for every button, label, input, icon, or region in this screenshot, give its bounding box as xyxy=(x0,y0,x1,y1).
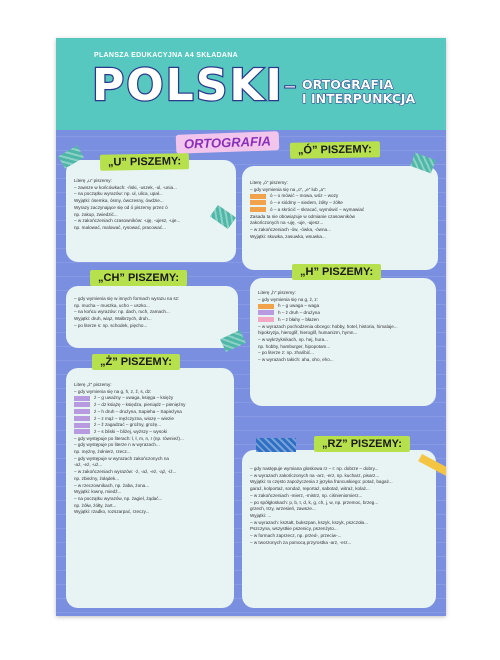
card-line-text: h – g uwaga – waga xyxy=(278,303,320,309)
color-tag xyxy=(250,207,266,212)
card-line: – w formach zaprzecz, np. przed-, przeciw-... xyxy=(250,533,342,539)
card-line: np. zakup, zwiedzić... xyxy=(74,211,118,217)
heading-o: „Ó” PISZEMY: xyxy=(290,141,380,159)
card-line: – w wyrazach: kształt, bukszpan, kszyk, kszyk, pszczoła... xyxy=(250,519,368,525)
card-rz xyxy=(242,450,436,608)
card-line: garaż, kolportaż, sondaż, reportaż, sabotaż, witraż, kolaż... xyxy=(250,486,370,492)
color-tag xyxy=(250,200,266,205)
color-tag xyxy=(74,423,90,428)
card-line: Wyjątki: to często zapożyczenia z języka francuskiego: potaż, bagaż... xyxy=(250,479,393,485)
heading-u: „U” PISZEMY: xyxy=(100,153,189,171)
title-dash: – xyxy=(284,73,297,98)
card-line: zakończonych na -uję, -uje, -ujesz... xyxy=(250,220,324,226)
card-u xyxy=(66,160,236,262)
card-line: – gdy wymienia się na „o”, „e” lub „a”: xyxy=(250,186,326,192)
card-line: – w wyrazach takich: aha, oho, eho... xyxy=(258,357,334,363)
card-line-text: h – z błahy – błazen xyxy=(278,316,319,322)
card-line-text: ż – ź zagadzać – groźny, grożę... xyxy=(94,422,162,428)
card-line: Wyrazy zaczynające się od ó piszemy przez ó xyxy=(74,204,168,210)
card-line xyxy=(74,402,226,409)
card-line: – w rzeczownikach, np. żaba, żona... xyxy=(74,482,150,488)
card-line: – w zakończeniach wyrazów: -ż, -aż, -eż, -ąż, -iż... xyxy=(74,469,177,475)
color-tag xyxy=(74,396,90,401)
heading-z: „Ż” PISZEMY: xyxy=(92,354,180,370)
card-line: Wyjątki: ósemka, ósmy, ówczesny, ówdzie... xyxy=(74,198,164,204)
card-line: – na początku wyrazów: np. ul, ulica, upał... xyxy=(74,191,163,197)
card-line: – gdy występuje w wyrazach zakończonych na xyxy=(74,455,169,461)
title-sub-line1: ORTOGRAFIA xyxy=(302,77,394,92)
card-line: np. żółw, żółty, żart... xyxy=(74,502,117,508)
card-line: np. malować, malować, rysować, pracować... xyxy=(74,224,166,230)
card-ch xyxy=(66,286,238,348)
card-line: grzech, trzy, wrzesień, zawsze... xyxy=(250,506,316,512)
washi-tape xyxy=(256,438,296,452)
card-line: – w wyrazach zakończonych na -arz, -erz, np. kucharz, pisarz... xyxy=(250,472,380,478)
card-line-text: ż – dz książę – księdza, pieniądz – pieniężny xyxy=(94,402,186,408)
card-line: – w wykrzyknikach, np. hej, hura... xyxy=(258,336,328,342)
card-line: – gdy wymienia się na g, h, z, ź, s, dz: xyxy=(74,388,152,394)
card-line: Literę „ż” piszemy: xyxy=(74,382,112,387)
poster-header xyxy=(56,38,446,130)
card-line: – po spółgłoskach: p, b, t, d, k, g, ch, j, w, np. przemoc, brzeg... xyxy=(250,499,379,505)
card-line: Wyjątki: łowny, miedź... xyxy=(74,489,122,495)
heading-h: „H” PISZEMY: xyxy=(292,264,381,280)
poster xyxy=(56,38,446,616)
color-tag xyxy=(258,317,274,322)
card-line: – na końcu wyrazów: np. dach, ruch, zamach... xyxy=(74,309,170,315)
card-line xyxy=(258,303,428,310)
poster-title-sub xyxy=(302,78,415,106)
card-line-text: h – ż druh – drużyna xyxy=(278,310,320,316)
color-tag xyxy=(258,310,274,315)
card-line: Wyjątki: rzadko, rozszarpać, rzeczy... xyxy=(74,509,150,515)
section-label-ortografia: ORTOGRAFIA xyxy=(176,131,280,154)
card-line xyxy=(74,395,226,402)
card-line: – po literze z: np. zhańbić... xyxy=(258,350,314,356)
card-line: – gdy występuje po literach: l, ł, m, n, r (np. również)... xyxy=(74,435,184,441)
card-line-text: ż – z mąż – mężczyzna, wiozę – wiezie xyxy=(94,415,174,421)
color-tag xyxy=(74,409,90,414)
card-line: – gdy następuje wymiana głoskowa rz – r: np. dobrze – dobry... xyxy=(250,466,379,471)
card-line-text: ż – s bliski – bliżej, wyższy – wysoki xyxy=(94,428,168,434)
color-tag xyxy=(74,416,90,421)
heading-rz: „RZ” PISZEMY: xyxy=(314,436,410,452)
card-line xyxy=(74,422,226,429)
card-line: np. zbieżny, żołądek... xyxy=(74,475,120,481)
card-line: Wyjątki: skuwka, zasuwka, wsuwka... xyxy=(250,233,326,239)
card-line: np. hobby, hamburger, hipopotam... xyxy=(258,343,331,349)
card-line: Literę „ó” piszemy: xyxy=(250,180,288,185)
card-line: np. mucha – muszka, ucho – uszko... xyxy=(74,302,150,308)
card-line: Wyjątki: druh, wiąz, Wałbrzych, druh... xyxy=(74,316,152,322)
card-line: Wyjątki: ... xyxy=(250,512,272,518)
card-line-text: ż – g uważny – uwaga, księga – księży xyxy=(94,395,174,401)
card-line: Zasada ta nie obowiązuje w odmianie czasowników xyxy=(250,213,355,219)
card-o xyxy=(242,166,438,270)
card-line xyxy=(250,193,430,200)
poster-subtitle: PLANSZA EDUKACYJNA A4 SKŁADANA xyxy=(94,52,238,59)
title-sub-line2: I INTERPUNKCJA xyxy=(302,91,416,106)
card-line: – gdy występuje po literze n w wyrazach... xyxy=(74,442,160,448)
card-line: Literę „h” piszemy: xyxy=(258,290,296,295)
card-line xyxy=(250,207,430,214)
card-line: – w zakończeniach -mierz, -mistrz, np. ciśnieniomierz... xyxy=(250,492,363,498)
card-line: – w tworzonych za pomocą przyrostka -arz, -erz... xyxy=(250,539,352,545)
card-line: – gdy wymienia się w innych formach wyrazu na sz: xyxy=(74,296,180,301)
card-line: – w wyrazach pochodzenia obcego: hobby, hotel, historia, himalaje... xyxy=(258,323,398,329)
card-line xyxy=(74,416,226,423)
card-line: – na początku wyrazów, np. żagiel, żądać... xyxy=(74,495,163,501)
card-line: – w zakończeniach czasowników: -uję, -ujesz, -uje... xyxy=(74,218,181,224)
card-line: – po literze s: np. schodek, pięcho... xyxy=(74,322,148,328)
card-line-text: ó – a skrócić – skracać, wymówić – wymawiać xyxy=(270,206,365,212)
card-line xyxy=(74,429,226,436)
poster-title: POLSKI xyxy=(92,60,284,111)
color-tag xyxy=(74,402,90,407)
color-tag xyxy=(74,429,90,434)
card-line: – zawsze w końcówkach: -ński, -uszek, -ul, -unia... xyxy=(74,184,177,190)
card-line-text: ó – o mówić – mowa, wóz – wozy xyxy=(270,193,339,199)
card-line xyxy=(250,200,430,207)
card-line: -aż, -eż, -uż... xyxy=(74,462,103,468)
card-line-text: ó – e siódmy – siedem, żółty – żółte xyxy=(270,200,343,206)
card-line: np. mężny, żołnierz, rzecz... xyxy=(74,449,131,455)
card-line-text: ż – h druh – drużyna, Sapieha – Sapieżyna xyxy=(94,408,182,414)
card-line xyxy=(258,310,428,317)
card-z xyxy=(66,368,234,608)
card-line: – w zakończeniach -ów, -ówka, -ówna... xyxy=(250,226,331,232)
card-line xyxy=(74,409,226,416)
card-line: Pszczyna, wszystkie pszenicy, pszenżyto... xyxy=(250,526,338,532)
card-line: – gdy wymienia się na g, ż, z: xyxy=(258,296,319,302)
card-line: hipokryzja, hieroglif, hieroglif, humanizm, hymn... xyxy=(258,330,358,336)
card-h xyxy=(250,278,436,406)
card-line: Literę „u” piszemy: xyxy=(74,178,112,183)
color-tag xyxy=(258,304,274,309)
card-line xyxy=(258,317,428,324)
color-tag xyxy=(250,194,266,199)
heading-ch: „CH” PISZEMY: xyxy=(90,270,187,286)
